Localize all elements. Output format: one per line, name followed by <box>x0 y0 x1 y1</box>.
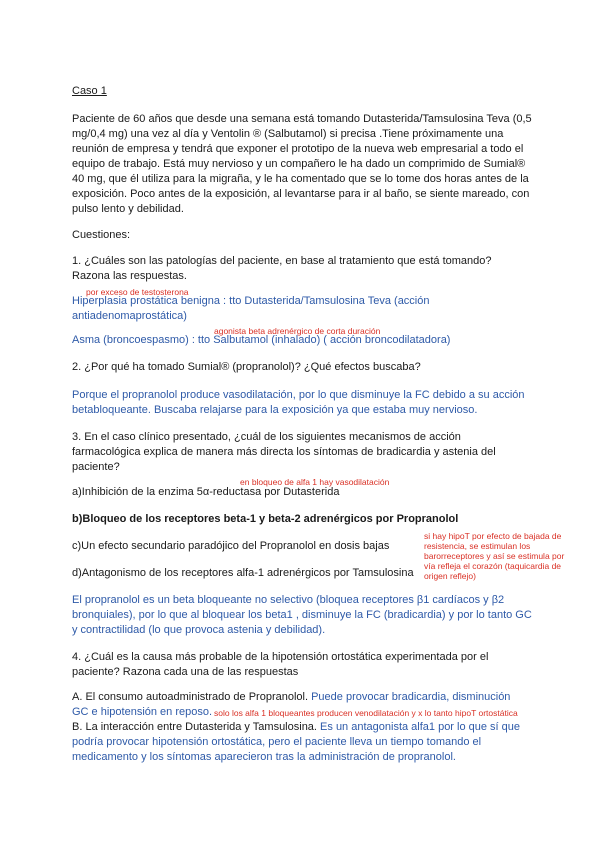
note-alpha1-vasodilation: en bloqueo de alfa 1 hay vasodilatación <box>240 477 390 487</box>
note-testosterone: por exceso de testosterona <box>86 287 189 297</box>
case-description: Paciente de 60 años que desde una semana está tomando Dutasterida/Tamsulosina Teva (0,5 mg/0,4 mg) una vez al día y Ventolin ® (Salbutamol) si precisa .Tiene próximamente una reunión de empresa y tendrá que exponer el prototipo de la nueva web empresarial a todo el equipo de trabajo. Está muy nervioso y un compañero le ha dado un comprimido de Sumial® 40 mg, que él utiliza para la migraña, y le ha comentado que se lo tome dos horas antes de la exposición. Poco antes de la exposición, al levantarse para ir al baño, se siente mareado, con pulso lento y debilidad. <box>72 113 532 215</box>
option-3a: a)Inhibición de la enzima 5α-reductasa por Dutasterida <box>72 486 340 498</box>
question-2: 2. ¿Por qué ha tomado Sumial® (propranolol)? ¿Qué efectos buscaba? <box>72 361 421 373</box>
case-title: Caso 1 <box>72 85 107 97</box>
note-baroreceptors: si hay hipoT por efecto de bajada de resistencia, se estimulan los barorreceptores y así se estimula por vía refleja el corazón (taquicardia de origen reflejo) <box>424 531 565 581</box>
option-3b: b)Bloqueo de los receptores beta-1 y beta-2 adrenérgicos por Propranolol <box>72 513 459 525</box>
option-3d: d)Antagonismo de los receptores alfa-1 adrenérgicos por Tamsulosina <box>72 567 414 579</box>
note-alpha1-venodilation: solo los alfa 1 bloqueantes producen venodilatación y x lo tanto hipoT ortostática <box>214 708 518 718</box>
answer-4a-line1 <box>72 690 532 705</box>
answer-1-asthma: Asma (broncoespasmo) : tto Salbutamol (inhalado) ( acción broncodilatadora) <box>72 334 451 346</box>
note-beta-agonist: agonista beta adrenérgico de corta duración <box>214 326 381 336</box>
option-4a-label: A. El consumo autoadministrado de Propranolol. <box>72 691 309 703</box>
answer-4a-part1: Puede provocar bradicardia, disminución <box>311 691 511 703</box>
answer-3: El propranolol es un beta bloqueante no selectivo (bloquea receptores β1 cardíacos y β2 bronquiales), por lo que al bloquear los beta1 , disminuye la FC (bradicardia) y por lo tanto GC y contractilidad (lo que provoca astenia y debilidad). <box>72 594 532 636</box>
question-4: 4. ¿Cuál es la causa más probable de la hipotensión ortostática experimentada por el paciente? Razona cada una de las respuestas <box>72 651 489 678</box>
option-4b-label: B. La interacción entre Dutasterida y Tamsulosina. <box>72 721 317 733</box>
answer-4a-part2: GC e hipotensión en reposo. <box>72 706 213 718</box>
option-3c: c)Un efecto secundario paradójico del Propranolol en dosis bajas <box>72 540 390 552</box>
answer-1-hpb: Hiperplasia prostática benigna : tto Dutasterida/Tamsulosina Teva (acción antiadenomaprostática) <box>72 295 430 322</box>
question-3: 3. En el caso clínico presentado, ¿cuál de los siguientes mecanismos de acción farmacológica explica de manera más directa los síntomas de bradicardia y astenia del paciente? <box>72 431 496 473</box>
answer-2: Porque el propranolol produce vasodilatación, por lo que disminuye la FC debido a su acción betabloqueante. Buscaba relajarse para la exposición ya que estaba muy nervioso. <box>72 389 525 416</box>
questions-heading: Cuestiones: <box>72 229 131 241</box>
answer-4b <box>72 720 532 765</box>
answer-4b-text: Es un antagonista alfa1 por lo que sí que podría provocar hipotensión ortostática, pero el paciente lleva un tiempo tomando el medicamento y los síntomas aparecieron tras la administración de propranolol. <box>72 721 521 763</box>
question-1: 1. ¿Cuáles son las patologías del paciente, en base al tratamiento que está tomando? Razona las respuestas. <box>72 255 492 282</box>
